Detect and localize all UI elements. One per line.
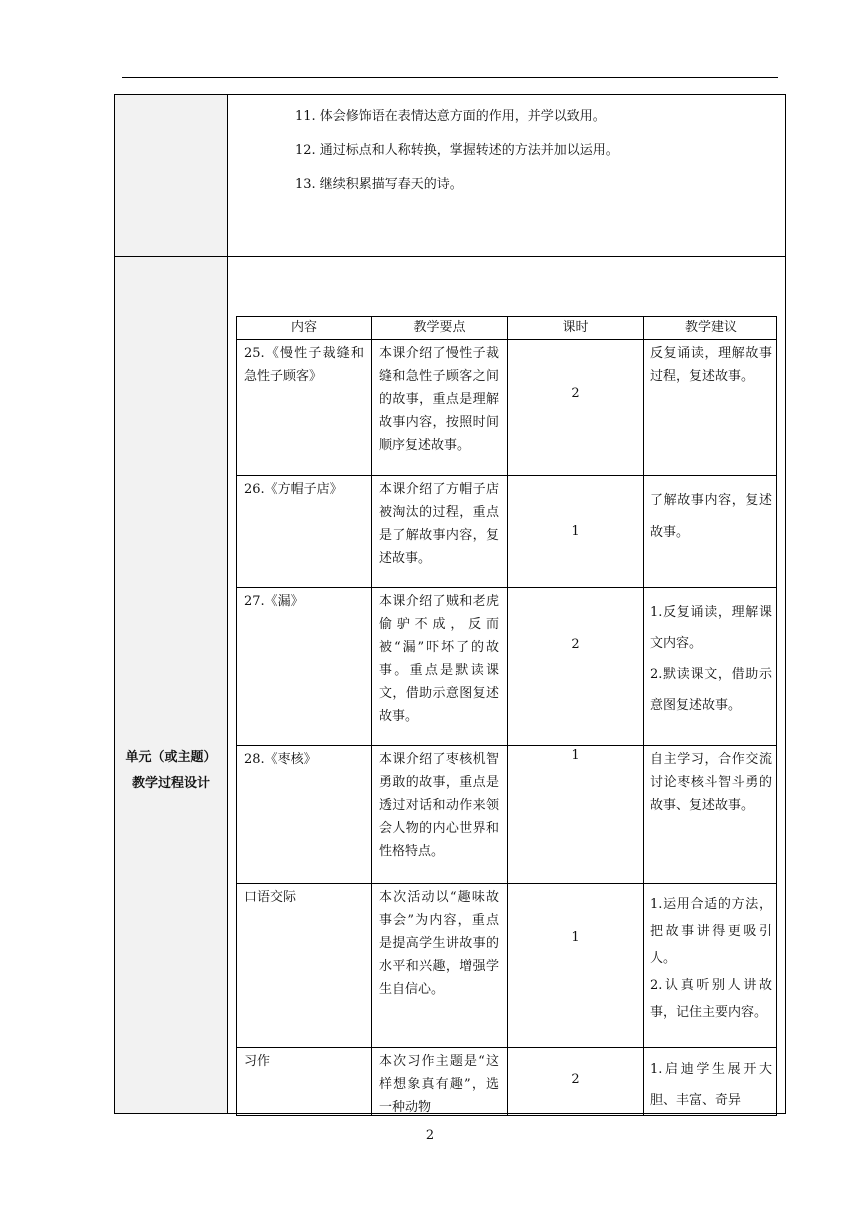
cell-hours: 2	[571, 637, 580, 652]
header-points: 教学要点	[413, 320, 466, 335]
cell-suggestion: 自主学习，合作交流讨论枣核斗智斗勇的故事、复述故事。	[650, 752, 772, 813]
header-suggestion: 教学建议	[684, 320, 737, 335]
objective-item: 13. 继续积累描写春天的诗。	[295, 177, 463, 192]
objectives-list	[295, 107, 619, 209]
cell-points: 本次习作主题是“这样想象真有趣”，选一种动物	[379, 1054, 499, 1115]
header-rule	[122, 77, 778, 78]
left-column-shade	[115, 95, 227, 1113]
unit-content-table	[236, 316, 777, 1116]
cell-content: 28.《枣核》	[244, 752, 317, 767]
cell-suggestion: 1.启迪学生展开大胆、丰富、奇异	[650, 1062, 772, 1108]
section-divider	[115, 256, 785, 257]
row-divider	[237, 883, 776, 884]
page-number: 2	[425, 1128, 435, 1143]
objective-item: 12. 通过标点和人称转换，掌握转述的方法并加以运用。	[295, 143, 619, 158]
cell-points: 本课介绍了枣核机智勇敢的故事，重点是透过对话和动作来领会人物的内心世界和性格特点。	[379, 752, 499, 859]
section-label-line: 教学过程设计	[131, 776, 210, 791]
cell-suggestion: 反复诵读，理解故事过程，复述故事。	[650, 346, 772, 384]
cell-suggestion: 了解故事内容，复述故事。	[650, 493, 772, 540]
column-divider	[643, 317, 644, 1115]
cell-content: 习作	[244, 1054, 271, 1069]
left-column-divider	[227, 95, 228, 1113]
suggestion-line: 2.认真听别人讲故事，记住主要内容。	[650, 978, 772, 1020]
cell-content: 25.《慢性子裁缝和急性子顾客》	[244, 346, 364, 384]
row-divider	[237, 475, 776, 476]
header-content: 内容	[290, 320, 317, 335]
row-divider	[237, 339, 776, 340]
objective-item: 11. 体会修饰语在表情达意方面的作用，并学以致用。	[295, 109, 606, 124]
column-divider	[371, 317, 372, 1115]
section-label-line: 单元（或主题）	[125, 750, 217, 765]
cell-hours: 2	[571, 386, 580, 401]
column-divider	[507, 317, 508, 1115]
suggestion-line: 1.运用合适的方法，把故事讲得更吸引人。	[650, 897, 772, 966]
suggestion-line: 2.默读课文，借助示意图复述故事。	[650, 667, 772, 713]
row-divider	[237, 587, 776, 588]
cell-content: 口语交际	[244, 890, 297, 905]
header-hours: 课时	[562, 320, 589, 335]
cell-hours: 1	[571, 524, 580, 539]
cell-points: 本次活动以“趣味故事会”为内容，重点是提高学生讲故事的水平和兴趣，增强学生自信心。	[379, 890, 499, 997]
suggestion-line: 1.反复诵读，理解课文内容。	[650, 605, 772, 651]
cell-hours: 2	[571, 1072, 580, 1087]
row-divider	[237, 745, 776, 746]
cell-suggestion	[650, 891, 772, 1026]
row-divider	[237, 1047, 776, 1048]
cell-points: 本课介绍了贼和老虎偷驴不成，反而被“漏”吓坏了的故事。重点是默读课文，借助示意图复述故事。	[379, 594, 499, 724]
cell-hours: 1	[571, 748, 580, 763]
cell-content: 26.《方帽子店》	[244, 482, 343, 497]
cell-content: 27.《漏》	[244, 594, 304, 609]
cell-points: 本课介绍了方帽子店被淘汰的过程，重点是了解故事内容，复述故事。	[379, 482, 499, 566]
cell-suggestion	[650, 597, 772, 721]
section-label	[115, 745, 227, 797]
cell-points: 本课介绍了慢性子裁缝和急性子顾客之间的故事，重点是理解故事内容，按照时间顺序复述故事。	[379, 346, 499, 453]
cell-hours: 1	[571, 930, 580, 945]
